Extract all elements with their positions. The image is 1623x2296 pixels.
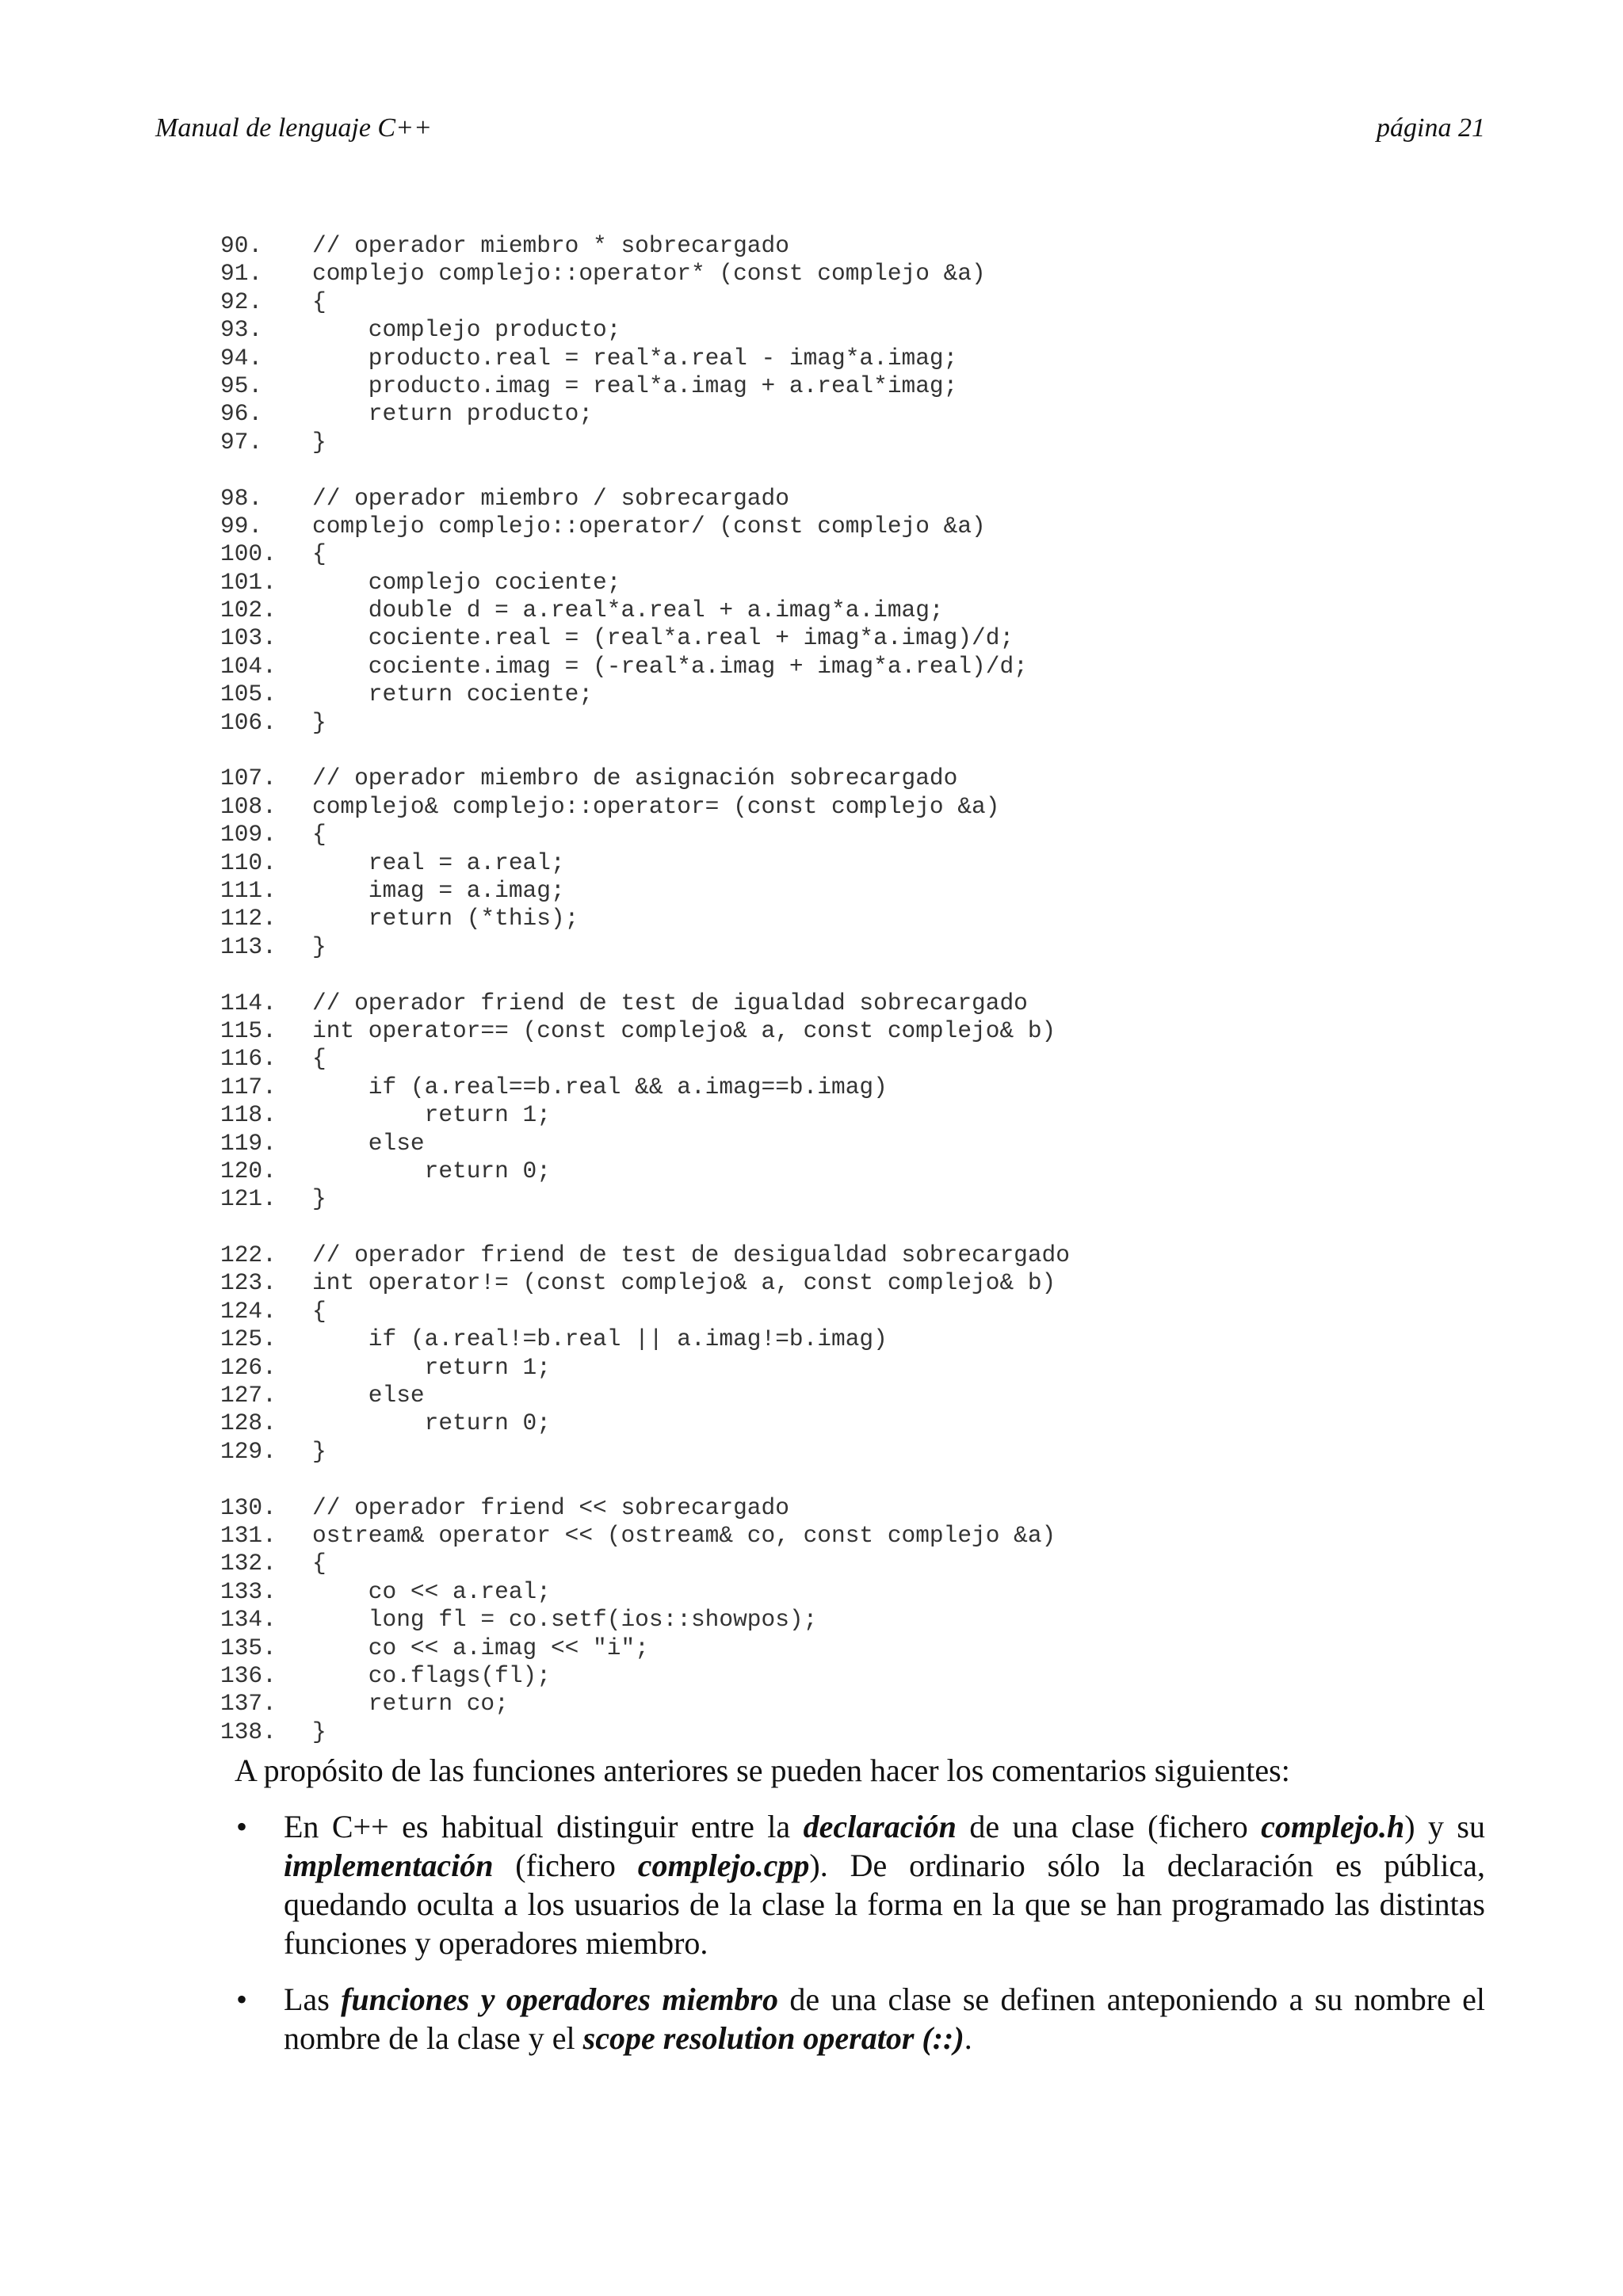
code-line — [220, 877, 1488, 905]
code-line — [220, 1298, 1488, 1325]
code-text: double d = a.real*a.real + a.imag*a.imag; — [312, 597, 944, 624]
line-number: 108. — [220, 792, 277, 820]
line-number: 103. — [220, 624, 277, 652]
code-listing — [220, 232, 1488, 1746]
code-text: } — [312, 708, 327, 736]
code-text: complejo cociente; — [312, 568, 621, 596]
code-text: co << a.real; — [312, 1577, 551, 1605]
code-text: } — [312, 1185, 327, 1213]
code-line — [220, 653, 1488, 681]
bullet-text: de una clase (fichero — [956, 1809, 1262, 1844]
bullet-dot-icon: • — [236, 1981, 248, 2017]
code-line — [220, 1354, 1488, 1382]
code-text: if (a.real!=b.real || a.imag!=b.imag) — [312, 1325, 888, 1353]
page-header — [155, 113, 1485, 153]
code-text: long fl = co.setf(ios::showpos); — [312, 1606, 818, 1634]
code-line — [220, 990, 1488, 1017]
code-text: cociente.imag = (-real*a.imag + imag*a.real)/d; — [312, 652, 1028, 680]
code-text: imag = a.imag; — [312, 876, 565, 904]
code-text: return 0; — [312, 1409, 551, 1437]
line-number: 102. — [220, 597, 277, 624]
code-text: // operador miembro * sobrecargado — [312, 232, 789, 259]
code-text: { — [312, 821, 327, 849]
code-line — [220, 1158, 1488, 1185]
code-line — [220, 485, 1488, 513]
code-text: co.flags(fl); — [312, 1661, 551, 1689]
code-line — [220, 540, 1488, 568]
code-text: return 1; — [312, 1353, 551, 1381]
code-line — [220, 624, 1488, 652]
line-number: 106. — [220, 708, 277, 736]
code-text: complejo complejo::operator* (const complejo &a) — [312, 260, 986, 288]
line-number: 122. — [220, 1241, 277, 1269]
code-line — [220, 345, 1488, 372]
code-text: { — [312, 288, 327, 315]
code-line — [220, 429, 1488, 456]
code-text: complejo& complejo::operator= (const complejo &a) — [312, 792, 1000, 820]
code-text: else — [312, 1129, 425, 1157]
line-number: 129. — [220, 1437, 277, 1465]
code-text: return (*this); — [312, 905, 579, 933]
code-text: real = a.real; — [312, 849, 565, 876]
line-number: 95. — [220, 372, 263, 399]
code-text: // operador miembro / sobrecargado — [312, 484, 789, 512]
code-text: { — [312, 540, 327, 568]
code-text: } — [312, 1437, 327, 1465]
line-number: 138. — [220, 1718, 277, 1745]
line-number: 124. — [220, 1297, 277, 1325]
line-number: 100. — [220, 540, 277, 568]
code-text: return 0; — [312, 1157, 551, 1184]
line-number: 97. — [220, 428, 263, 456]
code-line — [220, 1690, 1488, 1718]
code-text: co << a.imag << "i"; — [312, 1634, 649, 1661]
line-number: 119. — [220, 1129, 277, 1157]
emphasized-term: implementación — [284, 1848, 494, 1883]
code-line — [220, 709, 1488, 737]
code-line — [220, 1550, 1488, 1577]
bullet-text: de una clase se definen anteponiendo a su nombre el nombre de la clase y el — [284, 1981, 1486, 2056]
line-number: 99. — [220, 512, 263, 540]
line-number: 109. — [220, 821, 277, 849]
line-number: 127. — [220, 1382, 277, 1409]
line-number: 136. — [220, 1661, 277, 1689]
line-number: 135. — [220, 1634, 277, 1661]
code-line — [220, 1634, 1488, 1662]
line-number: 133. — [220, 1577, 277, 1605]
code-line — [220, 260, 1488, 288]
code-line — [220, 1382, 1488, 1409]
line-number: 118. — [220, 1101, 277, 1129]
line-number: 125. — [220, 1325, 277, 1353]
commentary-section — [235, 1751, 1485, 2075]
line-number: 96. — [220, 400, 263, 428]
code-line — [220, 513, 1488, 540]
code-line — [220, 1017, 1488, 1045]
line-number: 104. — [220, 652, 277, 680]
bullet-text: (fichero — [493, 1848, 638, 1883]
code-text: complejo producto; — [312, 316, 621, 344]
line-number: 132. — [220, 1550, 277, 1577]
code-line — [220, 933, 1488, 961]
code-line — [220, 1606, 1488, 1634]
line-number: 114. — [220, 989, 277, 1016]
code-text: } — [312, 428, 327, 456]
code-line — [220, 1130, 1488, 1158]
code-line — [220, 1494, 1488, 1522]
code-line — [220, 1522, 1488, 1550]
line-number: 94. — [220, 344, 263, 372]
page-number: página 21 — [1377, 113, 1485, 143]
line-number: 92. — [220, 288, 263, 315]
line-number: 123. — [220, 1269, 277, 1297]
code-line — [220, 765, 1488, 792]
code-line — [220, 849, 1488, 877]
bullet-text: . — [964, 2020, 972, 2056]
code-line — [220, 1718, 1488, 1746]
code-text: { — [312, 1045, 327, 1073]
code-text: return producto; — [312, 400, 594, 428]
bullet-text: En C++ es habitual distinguir entre la — [284, 1809, 804, 1844]
bullet-text: ). De ordinario sólo la declaración es pública, quedando oculta a los usuarios de la clase la forma en la que se han programado las distintas funciones y operadores miembro. — [284, 1848, 1486, 1961]
line-number: 113. — [220, 933, 277, 960]
code-line — [220, 1185, 1488, 1213]
emphasized-term: funciones y operadores miembro — [341, 1981, 779, 2017]
code-line — [220, 232, 1488, 260]
code-text: // operador miembro de asignación sobrecargado — [312, 765, 958, 792]
code-line — [220, 1662, 1488, 1690]
code-line — [220, 288, 1488, 316]
code-text: int operator== (const complejo& a, const complejo& b) — [312, 1016, 1056, 1044]
line-number: 134. — [220, 1606, 277, 1634]
code-text: { — [312, 1550, 327, 1577]
code-line — [220, 400, 1488, 428]
code-line — [220, 1438, 1488, 1466]
line-number: 115. — [220, 1016, 277, 1044]
code-line — [220, 1101, 1488, 1129]
code-line — [220, 1241, 1488, 1269]
code-text: { — [312, 1297, 327, 1325]
code-line — [220, 316, 1488, 344]
line-number: 105. — [220, 681, 277, 708]
code-line — [220, 569, 1488, 597]
intro-paragraph: A propósito de las funciones anteriores se pueden hacer los comentarios siguientes: — [235, 1753, 1290, 1788]
document-title: Manual de lenguaje C++ — [155, 113, 432, 143]
bullet-dot-icon: • — [236, 1809, 248, 1844]
code-text: cociente.real = (real*a.real + imag*a.imag)/d; — [312, 624, 1014, 652]
code-text: return 1; — [312, 1101, 551, 1129]
emphasized-term: complejo.h — [1261, 1809, 1405, 1844]
bullet-list — [235, 1807, 1485, 2058]
code-text: } — [312, 1718, 327, 1745]
line-number: 121. — [220, 1185, 277, 1213]
code-text: // operador friend de test de igualdad sobrecargado — [312, 989, 1028, 1016]
emphasized-term: declaración — [803, 1809, 957, 1844]
code-text: // operador friend de test de desigualdad sobrecargado — [312, 1241, 1070, 1269]
line-number: 137. — [220, 1690, 277, 1718]
bullet-text: ) y su — [1404, 1809, 1485, 1844]
code-line — [220, 1409, 1488, 1437]
line-number: 128. — [220, 1409, 277, 1437]
line-number: 131. — [220, 1521, 277, 1549]
line-number: 126. — [220, 1353, 277, 1381]
line-number: 107. — [220, 765, 277, 792]
code-line — [220, 821, 1488, 849]
code-line — [220, 1045, 1488, 1073]
line-number: 110. — [220, 849, 277, 876]
code-line — [220, 1578, 1488, 1606]
line-number: 117. — [220, 1073, 277, 1100]
code-text: ostream& operator << (ostream& co, const complejo &a) — [312, 1521, 1056, 1549]
code-text: producto.real = real*a.real - imag*a.imag; — [312, 344, 958, 372]
code-text: producto.imag = real*a.imag + a.real*imag; — [312, 372, 958, 399]
code-line — [220, 1325, 1488, 1353]
line-number: 90. — [220, 232, 263, 259]
code-text: complejo complejo::operator/ (const complejo &a) — [312, 512, 986, 540]
line-number: 130. — [220, 1493, 277, 1521]
code-text: // operador friend << sobrecargado — [312, 1493, 789, 1521]
code-line — [220, 1074, 1488, 1101]
code-text: int operator!= (const complejo& a, const complejo& b) — [312, 1269, 1056, 1297]
emphasized-term: complejo.cpp — [637, 1848, 810, 1883]
code-line — [220, 1269, 1488, 1297]
line-number: 93. — [220, 316, 263, 344]
bullet-item — [235, 1980, 1485, 2058]
emphasized-term: scope resolution operator (::) — [582, 2020, 964, 2056]
line-number: 98. — [220, 484, 263, 512]
code-line — [220, 597, 1488, 624]
code-text: return co; — [312, 1690, 509, 1718]
line-number: 101. — [220, 568, 277, 596]
line-number: 112. — [220, 905, 277, 933]
line-number: 111. — [220, 876, 277, 904]
code-line — [220, 681, 1488, 708]
code-line — [220, 793, 1488, 821]
line-number: 116. — [220, 1045, 277, 1073]
code-line — [220, 905, 1488, 933]
bullet-text: Las — [284, 1981, 342, 2017]
bullet-item — [235, 1807, 1485, 1962]
code-text: return cociente; — [312, 681, 594, 708]
code-text: } — [312, 933, 327, 960]
code-text: else — [312, 1382, 425, 1409]
line-number: 120. — [220, 1157, 277, 1184]
line-number: 91. — [220, 260, 263, 288]
code-text: if (a.real==b.real && a.imag==b.imag) — [312, 1073, 888, 1100]
code-line — [220, 372, 1488, 400]
